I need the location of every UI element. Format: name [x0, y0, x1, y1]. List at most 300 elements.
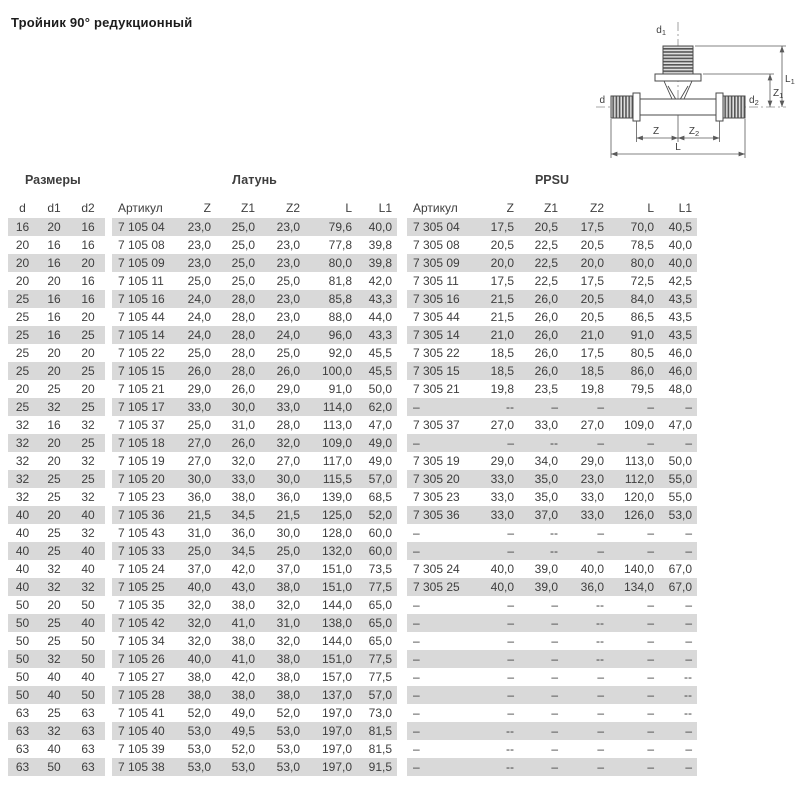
cell-ppsu-l: 80,5 [630, 346, 654, 360]
cell-ppsu-z2: -- [596, 598, 604, 612]
cell-ppsu-article: – [413, 400, 420, 414]
table-row [8, 614, 697, 632]
cell-brass-l: 144,0 [321, 598, 352, 612]
table-row [8, 326, 697, 344]
cell-d1: 20 [47, 508, 61, 522]
cell-brass-article: 7 105 42 [118, 616, 165, 630]
cell-ppsu-z: 33,0 [490, 508, 514, 522]
table-row [8, 542, 697, 560]
cell-ppsu-l1: – [685, 616, 692, 630]
cell-ppsu-l: 109,0 [623, 418, 654, 432]
cell-brass-z2: 32,0 [276, 436, 300, 450]
cell-brass-article: 7 105 18 [118, 436, 165, 450]
cell-brass-l: 197,0 [321, 706, 352, 720]
cell-ppsu-l: 80,0 [630, 256, 654, 270]
cell-ppsu-l1: 55,0 [668, 472, 692, 486]
cell-brass-l: 151,0 [321, 652, 352, 666]
cell-ppsu-l1: – [685, 544, 692, 558]
cell-brass-article: 7 105 22 [118, 346, 165, 360]
cell-ppsu-z: – [507, 634, 514, 648]
label-d: d [599, 95, 605, 106]
cell-ppsu-l1: – [685, 742, 692, 756]
cell-ppsu-z2: 20,5 [580, 310, 604, 324]
cell-d1: 25 [47, 544, 61, 558]
cell-ppsu-z: – [507, 598, 514, 612]
cell-brass-l1: 52,0 [368, 508, 392, 522]
cell-ppsu-z: 21,5 [490, 292, 514, 306]
cell-ppsu-z1: 35,0 [534, 472, 558, 486]
cell-ppsu-l: 91,0 [630, 328, 654, 342]
cell-brass-z2: 32,0 [276, 634, 300, 648]
cell-brass-z1: 26,0 [231, 436, 255, 450]
cell-ppsu-z: 18,5 [490, 364, 514, 378]
cell-ppsu-article: 7 305 15 [413, 364, 460, 378]
cell-brass-z1: 38,0 [231, 688, 255, 702]
cell-ppsu-z2: – [597, 724, 604, 738]
col-brass-l1: L1 [378, 201, 392, 215]
cell-ppsu-article: 7 305 11 [413, 274, 459, 288]
cell-brass-z2: 23,0 [276, 310, 300, 324]
cell-d: 25 [15, 328, 30, 342]
branch-ribbed-end [663, 46, 693, 74]
table-row [8, 704, 697, 722]
cell-ppsu-l1: – [685, 652, 692, 666]
cell-ppsu-l: 86,5 [630, 310, 654, 324]
cell-ppsu-l: – [647, 598, 654, 612]
cell-d1: 50 [47, 760, 61, 774]
cell-ppsu-z2: – [597, 526, 604, 540]
cell-brass-article: 7 105 23 [118, 490, 165, 504]
cell-brass-article: 7 105 14 [118, 328, 165, 342]
cell-ppsu-article: – [413, 436, 420, 450]
cell-brass-article: 7 105 25 [118, 580, 165, 594]
cell-ppsu-l1: – [685, 400, 692, 414]
cell-ppsu-l: 79,5 [630, 382, 654, 396]
cell-d2: 63 [81, 706, 95, 720]
cell-d: 50 [15, 634, 30, 648]
cell-ppsu-l: – [647, 544, 654, 558]
cell-ppsu-z1: -- [550, 436, 558, 450]
table-row [8, 236, 697, 254]
cell-ppsu-l1: 43,5 [668, 328, 692, 342]
cell-d1: 20 [47, 436, 61, 450]
cell-ppsu-z: 17,5 [490, 220, 514, 234]
cell-ppsu-z2: 17,5 [580, 220, 604, 234]
cell-d: 40 [15, 562, 30, 576]
cell-ppsu-l1: 53,0 [668, 508, 692, 522]
cell-ppsu-l: – [647, 760, 654, 774]
cell-brass-l: 139,0 [321, 490, 352, 504]
cell-ppsu-z2: 17,5 [580, 346, 604, 360]
cell-d1: 25 [47, 706, 61, 720]
cell-brass-z2: 53,0 [276, 760, 300, 774]
cell-d2: 32 [81, 580, 95, 594]
col-d: d [19, 201, 26, 215]
cell-d: 25 [15, 292, 30, 306]
cell-d: 40 [15, 544, 30, 558]
cell-d1: 25 [47, 382, 61, 396]
cell-brass-z: 30,0 [187, 472, 211, 486]
cell-d2: 63 [81, 742, 95, 756]
cell-brass-l: 113,0 [322, 418, 352, 432]
cell-brass-z1: 33,0 [231, 472, 255, 486]
cell-brass-z2: 38,0 [276, 670, 300, 684]
col-brass-z1: Z1 [240, 201, 255, 215]
cell-ppsu-l1: 43,5 [668, 310, 692, 324]
col-d2: d2 [81, 201, 95, 215]
cell-ppsu-z2: – [597, 742, 604, 756]
cell-d1: 40 [47, 670, 61, 684]
cell-brass-z: 40,0 [187, 652, 211, 666]
cell-ppsu-z: 33,0 [490, 472, 514, 486]
cell-ppsu-l1: 43,5 [668, 292, 692, 306]
left-flange [633, 93, 640, 121]
cell-ppsu-l: 140,0 [623, 562, 654, 576]
table-row [8, 668, 697, 686]
cell-ppsu-z: -- [506, 760, 514, 774]
cell-ppsu-z1: 33,0 [534, 418, 558, 432]
cell-brass-z2: 37,0 [276, 562, 300, 576]
cell-brass-l1: 60,0 [368, 526, 392, 540]
cell-ppsu-z1: 20,5 [534, 220, 558, 234]
cell-brass-z: 38,0 [187, 688, 211, 702]
cell-ppsu-l1: – [685, 724, 692, 738]
cell-d1: 20 [47, 274, 61, 288]
cell-d2: 16 [81, 292, 95, 306]
cell-brass-z: 25,0 [187, 544, 211, 558]
cell-ppsu-z2: – [597, 706, 604, 720]
cell-ppsu-z: 18,5 [490, 346, 514, 360]
section-header-brass: Латунь [232, 173, 277, 187]
cell-ppsu-article: 7 305 22 [413, 346, 460, 360]
cell-brass-article: 7 105 21 [118, 382, 165, 396]
cell-brass-z1: 26,0 [231, 382, 255, 396]
cell-ppsu-l: – [647, 742, 654, 756]
cell-ppsu-z2: – [597, 688, 604, 702]
cell-ppsu-z1: 34,0 [534, 454, 558, 468]
cell-brass-z: 53,0 [187, 724, 211, 738]
cell-ppsu-article: – [413, 670, 420, 684]
cell-ppsu-l: 78,5 [630, 238, 654, 252]
cell-brass-article: 7 105 34 [118, 634, 165, 648]
cell-ppsu-z1: – [551, 688, 558, 702]
table-row [8, 470, 697, 488]
cell-brass-z1: 38,0 [231, 490, 255, 504]
table-row [8, 506, 697, 524]
cell-brass-z: 32,0 [187, 598, 211, 612]
cell-d: 63 [15, 706, 30, 720]
cell-ppsu-z2: 17,5 [580, 274, 604, 288]
cell-ppsu-z1: 26,0 [534, 292, 558, 306]
col-ppsu-z1: Z1 [543, 201, 558, 215]
cell-ppsu-l1: – [685, 760, 692, 774]
cell-brass-article: 7 105 09 [118, 256, 165, 270]
col-ppsu-article: Артикул [413, 201, 458, 215]
cell-brass-article: 7 105 15 [118, 364, 165, 378]
cell-brass-article: 7 105 24 [118, 562, 165, 576]
cell-ppsu-l1: – [685, 526, 692, 540]
cell-brass-article: 7 105 35 [118, 598, 165, 612]
cell-ppsu-l1: 67,0 [668, 562, 692, 576]
cell-ppsu-l1: 46,0 [668, 346, 692, 360]
cell-ppsu-l: – [647, 436, 654, 450]
cell-ppsu-l: 113,0 [624, 454, 654, 468]
cell-ppsu-z2: 33,0 [580, 490, 604, 504]
cell-d2: 32 [81, 454, 95, 468]
cell-brass-z2: 38,0 [276, 580, 300, 594]
cell-ppsu-article: 7 305 16 [413, 292, 460, 306]
cell-brass-z: 29,0 [187, 382, 211, 396]
cell-brass-l1: 73,5 [368, 562, 392, 576]
table-column-headers [8, 195, 697, 218]
cell-brass-z: 53,0 [187, 760, 211, 774]
cell-ppsu-l1: 40,5 [668, 220, 692, 234]
label-d1: $d_1$ [656, 25, 666, 37]
cell-brass-z1: 38,0 [231, 634, 255, 648]
cell-ppsu-l1: 55,0 [668, 490, 692, 504]
cell-brass-l: 91,0 [328, 382, 352, 396]
cell-ppsu-l: – [647, 652, 654, 666]
cell-ppsu-z1: – [551, 670, 558, 684]
cell-d2: 50 [81, 634, 95, 648]
cell-ppsu-l: 86,0 [630, 364, 654, 378]
cell-ppsu-z: 20,0 [490, 256, 514, 270]
cell-ppsu-z1: 39,0 [534, 580, 558, 594]
cell-ppsu-z2: 20,5 [580, 292, 604, 306]
cell-brass-z: 33,0 [187, 400, 211, 414]
cell-d1: 25 [47, 526, 61, 540]
page-title: Тройник 90° редукционный [11, 15, 193, 30]
cell-d1: 32 [47, 562, 61, 576]
table-row [8, 560, 697, 578]
cell-brass-l: 79,6 [328, 220, 352, 234]
cell-ppsu-l1: -- [684, 706, 692, 720]
cell-brass-l: 151,0 [321, 562, 352, 576]
cell-brass-z2: 38,0 [276, 652, 300, 666]
cell-ppsu-z2: 40,0 [580, 562, 604, 576]
col-brass-z: Z [203, 201, 211, 215]
table-row [8, 416, 697, 434]
cell-brass-z: 31,0 [187, 526, 211, 540]
cell-brass-z2: 28,0 [276, 418, 300, 432]
cell-brass-l1: 39,8 [368, 238, 392, 252]
table-row [8, 758, 697, 776]
cell-brass-z: 52,0 [187, 706, 211, 720]
cell-brass-z2: 32,0 [276, 598, 300, 612]
cell-brass-l1: 44,0 [368, 310, 392, 324]
cell-ppsu-z2: – [597, 760, 604, 774]
cell-d: 40 [15, 580, 30, 594]
cell-brass-l1: 49,0 [368, 436, 392, 450]
cell-brass-z2: 27,0 [276, 454, 300, 468]
cell-ppsu-z2: 20,5 [580, 238, 604, 252]
cell-d2: 63 [81, 760, 95, 774]
cell-brass-article: 7 105 41 [118, 706, 165, 720]
cell-ppsu-l: – [647, 706, 654, 720]
col-ppsu-l1: L1 [678, 201, 692, 215]
cell-d: 63 [15, 742, 30, 756]
cell-brass-z1: 25,0 [231, 238, 255, 252]
cell-brass-article: 7 105 28 [118, 688, 165, 702]
cell-ppsu-z2: 18,5 [580, 364, 604, 378]
branch-flange [655, 74, 701, 81]
cell-ppsu-l: 112,0 [624, 472, 654, 486]
cell-ppsu-z2: -- [596, 652, 604, 666]
cell-brass-z2: 25,0 [276, 274, 300, 288]
cell-ppsu-z1: 26,0 [534, 346, 558, 360]
cell-brass-z2: 23,0 [276, 238, 300, 252]
cell-brass-z: 21,5 [187, 508, 211, 522]
cell-brass-z2: 29,0 [276, 382, 300, 396]
cell-ppsu-z1: 26,0 [534, 364, 558, 378]
cell-brass-l1: 49,0 [368, 454, 392, 468]
cell-ppsu-z1: – [551, 724, 558, 738]
cell-ppsu-article: – [413, 760, 420, 774]
cell-ppsu-z: -- [506, 400, 514, 414]
cell-d1: 32 [47, 580, 61, 594]
cell-d: 40 [15, 526, 30, 540]
cell-d1: 16 [47, 310, 61, 324]
cell-ppsu-l1: 67,0 [668, 580, 692, 594]
cell-ppsu-z: 17,5 [490, 274, 514, 288]
cell-brass-z: 27,0 [187, 454, 211, 468]
cell-brass-l1: 60,0 [368, 544, 392, 558]
cell-brass-l: 80,0 [328, 256, 352, 270]
cell-brass-l1: 81,5 [368, 742, 392, 756]
cell-brass-z2: 53,0 [276, 742, 300, 756]
cell-brass-article: 7 105 43 [118, 526, 165, 540]
cell-ppsu-z: 33,0 [490, 490, 514, 504]
cell-ppsu-l1: 48,0 [668, 382, 692, 396]
cell-brass-l1: 81,5 [368, 724, 392, 738]
cell-d1: 20 [47, 454, 61, 468]
table-row [8, 380, 697, 398]
cell-d2: 32 [81, 418, 95, 432]
table-row [8, 596, 697, 614]
cell-brass-l1: 62,0 [368, 400, 392, 414]
cell-d2: 40 [81, 544, 95, 558]
cell-brass-article: 7 105 17 [118, 400, 165, 414]
cell-ppsu-z1: 23,5 [534, 382, 558, 396]
cell-brass-z: 36,0 [187, 490, 211, 504]
table-row [8, 272, 697, 290]
cell-d: 50 [15, 670, 30, 684]
table-row [8, 398, 697, 416]
cell-ppsu-l1: 40,0 [668, 256, 692, 270]
cell-d2: 16 [81, 238, 95, 252]
cell-d: 32 [15, 490, 30, 504]
cell-ppsu-z1: – [551, 742, 558, 756]
cell-ppsu-article: 7 305 37 [413, 418, 460, 432]
cell-ppsu-l1: -- [684, 670, 692, 684]
table-row [8, 254, 697, 272]
cell-brass-l: 157,0 [321, 670, 352, 684]
cell-brass-article: 7 105 20 [118, 472, 165, 486]
cell-brass-z2: 25,0 [276, 544, 300, 558]
cell-ppsu-z1: – [551, 400, 558, 414]
cell-ppsu-z2: 29,0 [580, 454, 604, 468]
cell-d2: 25 [81, 436, 95, 450]
cell-brass-z2: 30,0 [276, 526, 300, 540]
col-d1: d1 [47, 201, 61, 215]
cell-brass-article: 7 105 33 [118, 544, 165, 558]
cell-ppsu-z1: -- [550, 526, 558, 540]
cell-brass-z1: 42,0 [231, 562, 255, 576]
cell-ppsu-z2: 36,0 [580, 580, 604, 594]
cell-ppsu-z2: – [597, 400, 604, 414]
cell-brass-l: 197,0 [321, 724, 352, 738]
cell-brass-z: 24,0 [187, 292, 211, 306]
table-row [8, 290, 697, 308]
cell-d1: 20 [47, 220, 61, 234]
cell-d1: 16 [47, 256, 61, 270]
cell-brass-l1: 45,5 [368, 346, 392, 360]
cell-ppsu-l1: – [685, 598, 692, 612]
cell-brass-l: 128,0 [321, 526, 352, 540]
cell-ppsu-l1: 50,0 [668, 454, 692, 468]
cell-brass-l1: 43,3 [368, 292, 392, 306]
cell-ppsu-article: 7 305 44 [413, 310, 460, 324]
cell-d2: 20 [81, 310, 95, 324]
cell-d2: 16 [81, 274, 95, 288]
cell-d: 20 [15, 382, 30, 396]
cell-brass-z2: 36,0 [276, 490, 300, 504]
table-row [8, 488, 697, 506]
cell-brass-article: 7 105 39 [118, 742, 165, 756]
label-z: Z [652, 126, 660, 137]
col-brass-article: Артикул [118, 201, 163, 215]
cell-d: 25 [15, 310, 30, 324]
cell-ppsu-l: 70,0 [630, 220, 654, 234]
cell-d: 50 [15, 616, 30, 630]
cell-d: 20 [15, 274, 30, 288]
cell-ppsu-l1: – [685, 436, 692, 450]
cell-brass-z1: 52,0 [231, 742, 255, 756]
cell-brass-l: 144,0 [321, 634, 352, 648]
section-header-sizes: Размеры [25, 173, 81, 187]
cell-d: 25 [15, 346, 30, 360]
cell-ppsu-z1: 22,5 [534, 256, 558, 270]
cell-brass-z1: 28,0 [231, 328, 255, 342]
cell-d: 32 [15, 472, 30, 486]
cell-brass-z2: 25,0 [276, 346, 300, 360]
cell-ppsu-z: 20,5 [490, 238, 514, 252]
cell-brass-l: 117,0 [322, 454, 352, 468]
label-z2: $Z_2$ [688, 126, 700, 138]
cell-ppsu-z: -- [506, 742, 514, 756]
cell-ppsu-article: 7 305 09 [413, 256, 460, 270]
cell-ppsu-z1: 26,0 [534, 310, 558, 324]
cell-brass-l1: 39,8 [368, 256, 392, 270]
cell-brass-l1: 77,5 [368, 652, 392, 666]
cell-brass-z1: 49,0 [231, 706, 255, 720]
cell-ppsu-l: – [647, 526, 654, 540]
cell-brass-z: 38,0 [187, 670, 211, 684]
cell-ppsu-l: – [647, 670, 654, 684]
cell-brass-l1: 65,0 [368, 598, 392, 612]
cell-d2: 25 [81, 328, 95, 342]
cell-ppsu-article: 7 305 08 [413, 238, 460, 252]
cell-brass-l: 92,0 [328, 346, 352, 360]
label-l: L [675, 142, 681, 153]
cell-ppsu-article: 7 305 14 [413, 328, 460, 342]
cell-d1: 40 [47, 688, 61, 702]
cell-brass-l: 197,0 [321, 742, 352, 756]
cell-brass-l: 109,0 [321, 436, 352, 450]
cell-ppsu-z1: 35,0 [534, 490, 558, 504]
cell-d1: 20 [47, 364, 61, 378]
cell-brass-l: 100,0 [321, 364, 352, 378]
